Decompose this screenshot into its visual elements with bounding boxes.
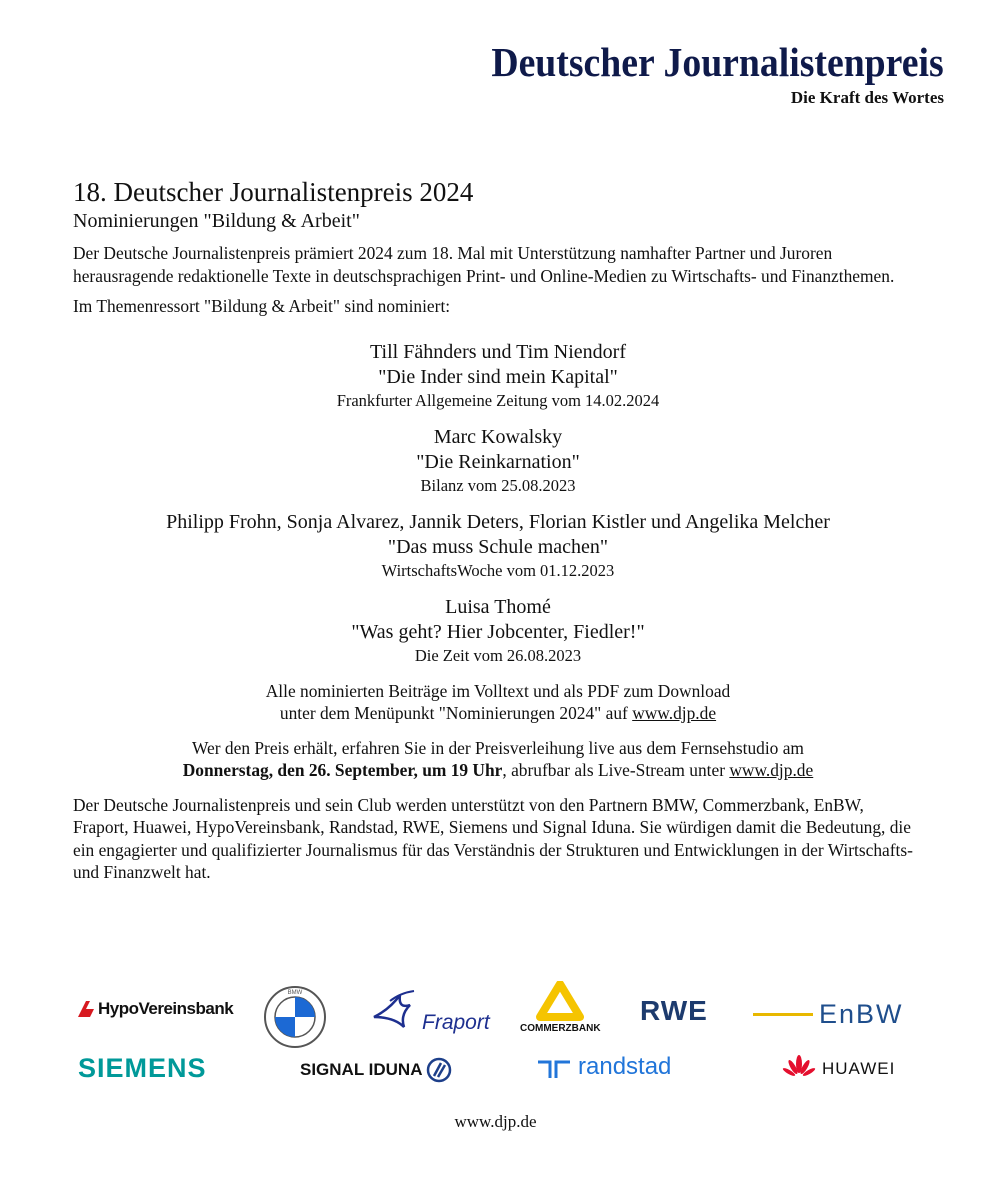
huawei-logo — [782, 1055, 895, 1083]
huawei-label: HUAWEI — [822, 1059, 896, 1078]
nomination-title: "Was geht? Hier Jobcenter, Fiedler!" — [351, 620, 645, 643]
enbw-line-decoration — [753, 1013, 813, 1016]
commerzbank-ribbon-icon — [536, 981, 584, 1021]
fraport-logo — [370, 987, 490, 1035]
download-line-2 — [73, 702, 923, 725]
signal-iduna-icon — [426, 1057, 452, 1083]
nomination-authors: Marc Kowalsky — [433, 425, 563, 448]
huawei-flower-icon — [782, 1055, 816, 1083]
download-note — [73, 680, 923, 725]
enbw-label: EnBW — [819, 999, 904, 1029]
footer-url[interactable]: www.djp.de — [454, 1112, 537, 1131]
nomination-item — [73, 595, 923, 667]
ceremony-line-2 — [73, 759, 923, 782]
main-content — [73, 176, 923, 892]
nomination-authors: Luisa Thomé — [445, 595, 551, 618]
nomination-authors: Till Fähnders und Tim Niendorf — [370, 340, 626, 363]
nomination-source: Die Zeit vom 26.08.2023 — [414, 645, 582, 665]
ceremony-date: Donnerstag, den 26. September, um 19 Uhr — [182, 760, 503, 780]
download-line-2-text: unter dem Menüpunkt "Nominierungen 2024" auf — [279, 703, 633, 723]
masthead-title: Deutscher Journalistenpreis — [491, 39, 944, 85]
fraport-bird-icon — [370, 987, 430, 1035]
siemens-logo — [78, 1053, 207, 1084]
ceremony-line-1: Wer den Preis erhält, erfahren Sie in der Preisverleihung live aus dem Fernsehstudio am — [192, 737, 804, 758]
rwe-label: RWE — [640, 995, 708, 1026]
hypovereinsbank-logo — [76, 999, 233, 1019]
djp-link[interactable]: www.djp.de — [632, 703, 717, 723]
masthead-subtitle: Die Kraft des Wortes — [790, 88, 944, 107]
bmw-logo — [263, 985, 327, 1049]
ceremony-line-2-text: , abrufbar als Live-Stream unter — [502, 760, 730, 780]
nomination-item — [73, 510, 923, 582]
signal-iduna-logo — [300, 1057, 452, 1083]
hypovereinsbank-label: HypoVereinsbank — [98, 999, 234, 1018]
signal-iduna-label: SIGNAL IDUNA — [300, 1060, 423, 1079]
download-line-1: Alle nominierten Beiträge im Volltext und als PDF zum Download — [265, 680, 731, 701]
nominations-list — [73, 340, 923, 667]
nomination-source: WirtschaftsWoche vom 01.12.2023 — [381, 560, 615, 580]
nomination-source: Frankfurter Allgemeine Zeitung vom 14.02.2024 — [336, 390, 660, 410]
partner-logos — [60, 985, 930, 1095]
partners-paragraph: Der Deutsche Journalistenpreis und sein Club werden unterstützt von den Partnern BMW, Commerzbank, EnBW, Fraport, Huawei, HypoVereinsbank, Randstad, RWE, Siemens und Signal Iduna. Sie würdigen damit die Bedeutung, die ein engagierter und qualifizierter Journalismus für das Verständnis der Strukturen und Entwicklungen in der Wirtschafts- und Finanzwelt hat. — [73, 794, 913, 882]
randstad-logo — [536, 1053, 671, 1081]
hypovereinsbank-icon — [76, 999, 98, 1019]
nomination-item — [73, 425, 923, 497]
bmw-roundel-icon — [263, 985, 327, 1049]
nomination-authors: Philipp Frohn, Sonja Alvarez, Jannik Deters, Florian Kistler und Angelika Melcher — [166, 510, 830, 533]
masthead — [452, 38, 944, 108]
ceremony-note — [73, 737, 923, 782]
randstad-icon — [536, 1054, 572, 1080]
nomination-source: Bilanz vom 25.08.2023 — [420, 475, 576, 495]
nominated-intro: Im Themenressort "Bildung & Arbeit" sind nominiert: — [73, 296, 451, 316]
livestream-link[interactable]: www.djp.de — [729, 760, 814, 780]
page-subtitle: Nominierungen "Bildung & Arbeit" — [73, 210, 360, 232]
fraport-label: Fraport — [422, 1011, 490, 1034]
nomination-title: "Das muss Schule machen" — [387, 535, 609, 558]
siemens-label: SIEMENS — [78, 1053, 207, 1083]
commerzbank-label: COMMERZBANK — [520, 1023, 601, 1034]
nomination-title: "Die Inder sind mein Kapital" — [378, 365, 618, 388]
nomination-title: "Die Reinkarnation" — [416, 450, 580, 473]
rwe-logo — [640, 995, 708, 1027]
commerzbank-logo — [520, 981, 601, 1034]
bmw-roundel-label: BMW — [287, 990, 303, 996]
enbw-logo — [753, 999, 904, 1030]
randstad-label: randstad — [578, 1053, 672, 1080]
nomination-item — [73, 340, 923, 412]
page-title: 18. Deutscher Journalistenpreis 2024 — [73, 177, 474, 207]
intro-paragraph: Der Deutsche Journalistenpreis prämiert 2024 zum 18. Mal mit Unterstützung namhafter Partner und Juroren herausragende redaktionelle Texte in deutschsprachigen Print- und Online-Medien zu Wirtschafts- und Finanzthemen. — [73, 243, 895, 286]
